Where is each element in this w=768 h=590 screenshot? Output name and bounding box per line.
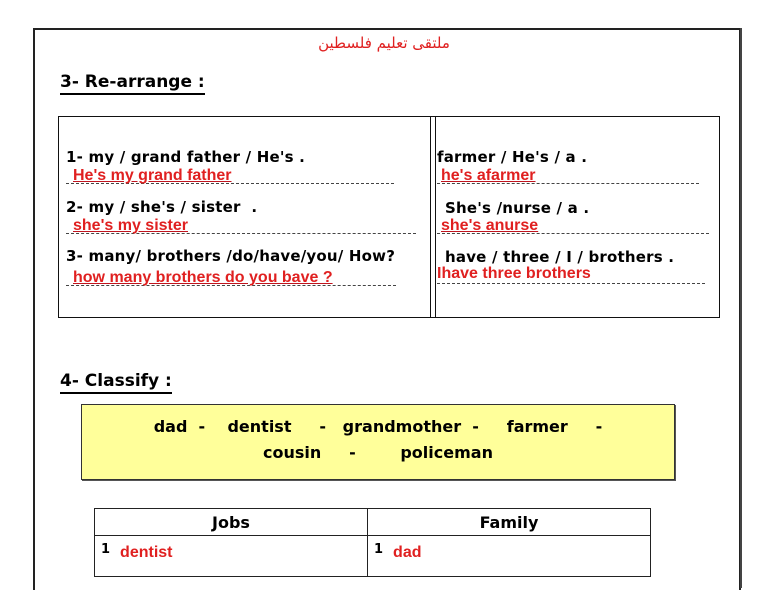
page-edge <box>740 28 742 588</box>
family-answer: dad <box>393 544 422 561</box>
rearrange-prompt-2: 2- my / she's / sister . <box>66 198 258 216</box>
jobs-cell <box>95 536 368 577</box>
rearrange-box-divider <box>430 116 436 318</box>
jobs-answer: dentist <box>120 544 173 561</box>
rearrange-answer-3: how many brothers do you bave ? <box>73 269 333 286</box>
arabic-header: ملتقى تعليم فلسطين <box>318 34 450 52</box>
rearrange-answer-4: he's afarmer <box>441 167 536 184</box>
table-header-row <box>95 509 651 536</box>
word-bank <box>81 404 675 480</box>
section-4-title: 4- Classify : <box>60 371 172 391</box>
rearrange-answer-1: He's my grand father <box>73 167 232 184</box>
row-number: 1 <box>374 542 384 557</box>
row-number: 1 <box>101 542 111 557</box>
family-cell <box>368 536 651 577</box>
answer-line-6 <box>437 283 705 284</box>
column-header-jobs: Jobs <box>95 509 368 536</box>
rearrange-prompt-5: She's /nurse / a . <box>445 199 590 217</box>
column-header-family: Family <box>368 509 651 536</box>
table-row <box>95 536 651 577</box>
rearrange-prompt-1: 1- my / grand father / He's . <box>66 148 306 166</box>
rearrange-prompt-6: have / three / I / brothers . <box>445 248 675 266</box>
rearrange-answer-2: she's my sister <box>73 217 188 234</box>
rearrange-prompt-3: 3- many/ brothers /do/have/you/ How? <box>66 247 396 265</box>
section-3-title: 3- Re-arrange : <box>60 72 205 92</box>
word-bank-line-1: dad - dentist - grandmother - farmer - <box>153 417 603 436</box>
rearrange-answer-6: Ihave three brothers <box>437 265 591 282</box>
rearrange-answer-5: she's anurse <box>441 217 539 234</box>
word-bank-line-2: cousin - policeman <box>263 443 493 462</box>
classify-table <box>94 508 651 577</box>
rearrange-prompt-4: farmer / He's / a . <box>437 148 588 166</box>
